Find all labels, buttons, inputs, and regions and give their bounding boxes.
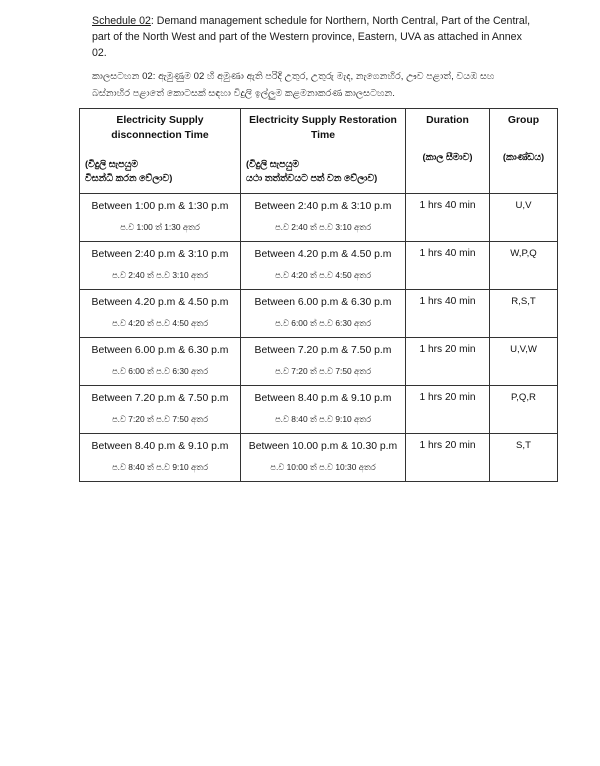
sinhala-intro-paragraph: කාලසටහන 02: ඇමුණුම 02 හි අමුණා ඇති පරිදි උතුර, උතුරු මැද, නැගෙනහිර, ඌව පළාත්, වයඹ සහ බස්නාහිර පළාතේ කොටසක් සඳහා විදුලි ඉල්ලුම කළමනාකරණ කාලසටහන.: [92, 71, 495, 99]
disconnection-cell: [80, 194, 241, 242]
table-row: [80, 338, 558, 386]
disconnection-cell: [80, 434, 241, 482]
duration-value: 1 hrs 40 min: [419, 200, 476, 211]
duration-cell: [406, 434, 490, 482]
restoration-time-si: ප.ව 4:20 ත් ප.ව 4:50 අතර: [274, 270, 372, 280]
restoration-cell: [241, 290, 406, 338]
disconnection-time-si: ප.ව 1:00 ත් 1:30 අතර: [120, 222, 200, 232]
restoration-cell: [241, 434, 406, 482]
header-restoration-time: [241, 109, 406, 194]
disconnection-cell: [80, 290, 241, 338]
group-value: P,Q,R: [511, 392, 536, 403]
duration-value: 1 hrs 20 min: [419, 440, 476, 451]
restoration-time-si: ප.ව 7:20 ත් ප.ව 7:50 අතර: [274, 366, 372, 376]
duration-cell: [406, 194, 490, 242]
table-body: [80, 194, 558, 482]
disconnection-time-si: ප.ව 7:20 ත් ප.ව 7:50 අතර: [111, 414, 209, 424]
restoration-time-si: ප.ව 8:40 ත් ප.ව 9:10 අතර: [274, 414, 372, 424]
restoration-time-en: Between 4.20 p.m & 4.50 p.m: [254, 249, 392, 260]
restoration-time-si: ප.ව 6:00 ත් ප.ව 6:30 අතර: [274, 318, 372, 328]
disconnection-time-en: Between 8.40 p.m & 9.10 p.m: [91, 441, 229, 452]
group-cell: [490, 434, 558, 482]
duration-value: 1 hrs 40 min: [419, 296, 476, 307]
header-en-label: Electricity Supply disconnection Time: [111, 115, 209, 141]
duration-cell: [406, 242, 490, 290]
header-si-label: (කාණ්ඩය): [502, 151, 545, 162]
restoration-cell: [241, 242, 406, 290]
table-row: [80, 386, 558, 434]
restoration-time-si: ප.ව 2:40 ත් ප.ව 3:10 අතර: [274, 222, 372, 232]
group-value: R,S,T: [511, 296, 536, 307]
group-cell: [490, 290, 558, 338]
duration-cell: [406, 290, 490, 338]
header-en-label: Electricity Supply Restoration Time: [249, 115, 397, 141]
header-en-label: Group: [507, 115, 540, 126]
table-header-row: [80, 109, 558, 194]
group-value: W,P,Q: [510, 248, 537, 259]
restoration-time-en: Between 6.00 p.m & 6.30 p.m: [254, 297, 392, 308]
schedule-heading-prefix: Schedule 02: [92, 15, 151, 27]
group-cell: [490, 242, 558, 290]
schedule-table: [79, 108, 558, 482]
header-group: [490, 109, 558, 194]
disconnection-time-en: Between 1:00 p.m & 1:30 p.m: [91, 201, 229, 212]
disconnection-cell: [80, 386, 241, 434]
header-si-label: (විදුලි සැපයුම යථා තත්ත්වයට පත් වන වේලාව): [246, 158, 378, 183]
disconnection-time-en: Between 6.00 p.m & 6.30 p.m: [91, 345, 229, 356]
disconnection-time-si: ප.ව 2:40 ත් ප.ව 3:10 අතර: [111, 270, 209, 280]
duration-cell: [406, 338, 490, 386]
duration-value: 1 hrs 20 min: [419, 392, 476, 403]
restoration-time-en: Between 10.00 p.m & 10.30 p.m: [248, 441, 398, 452]
schedule-heading-text: : Demand management schedule for Northern, North Central, Part of the Central, part of the North West and part of the Western province, Eastern, UVA as attached in Annex 02.: [92, 15, 531, 59]
table-row: [80, 290, 558, 338]
restoration-time-en: Between 7.20 p.m & 7.50 p.m: [254, 345, 392, 356]
disconnection-time-en: Between 4.20 p.m & 4.50 p.m: [91, 297, 229, 308]
disconnection-time-si: ප.ව 6:00 ත් ප.ව 6:30 අතර: [111, 366, 209, 376]
disconnection-time-en: Between 2:40 p.m & 3:10 p.m: [91, 249, 229, 260]
duration-cell: [406, 386, 490, 434]
duration-value: 1 hrs 40 min: [419, 248, 476, 259]
header-disconnection-time: [80, 109, 241, 194]
disconnection-time-en: Between 7.20 p.m & 7.50 p.m: [91, 393, 229, 404]
table-row: [80, 194, 558, 242]
restoration-time-si: ප.ව 10:00 ත් ප.ව 10:30 අතර: [270, 462, 376, 472]
disconnection-time-si: ප.ව 4:20 ත් ප.ව 4:50 අතර: [111, 318, 209, 328]
schedule-heading: [92, 13, 532, 61]
restoration-cell: [241, 194, 406, 242]
table-row: [80, 434, 558, 482]
header-si-label: (විදුලි සැපයුම විසන්ධි කරන වේලාව): [85, 158, 173, 183]
restoration-time-en: Between 2:40 p.m & 3:10 p.m: [254, 201, 392, 212]
header-si-label: (කාල සීමාව): [422, 151, 473, 162]
group-cell: [490, 338, 558, 386]
restoration-time-en: Between 8.40 p.m & 9.10 p.m: [254, 393, 392, 404]
duration-value: 1 hrs 20 min: [419, 344, 476, 355]
group-value: U,V: [515, 200, 532, 211]
table-row: [80, 242, 558, 290]
restoration-cell: [241, 338, 406, 386]
header-en-label: Duration: [426, 115, 469, 126]
restoration-cell: [241, 386, 406, 434]
disconnection-time-si: ප.ව 8:40 ත් ප.ව 9:10 අතර: [111, 462, 209, 472]
group-cell: [490, 194, 558, 242]
group-cell: [490, 386, 558, 434]
header-duration: [406, 109, 490, 194]
disconnection-cell: [80, 242, 241, 290]
disconnection-cell: [80, 338, 241, 386]
group-value: U,V,W: [510, 344, 537, 355]
group-value: S,T: [516, 440, 531, 451]
